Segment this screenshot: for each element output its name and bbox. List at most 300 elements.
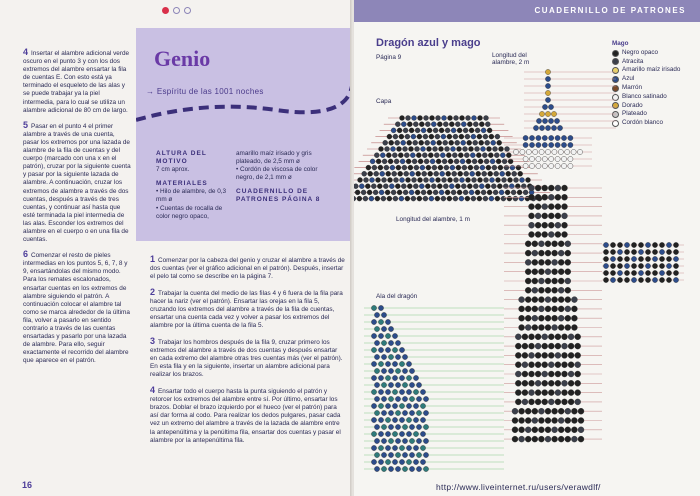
bead xyxy=(468,165,473,170)
bead xyxy=(496,178,501,183)
bead xyxy=(395,396,400,401)
bead xyxy=(577,149,582,154)
bead xyxy=(565,418,571,424)
bead xyxy=(539,149,544,154)
bead xyxy=(374,382,379,387)
bead xyxy=(467,184,472,189)
bead xyxy=(416,452,421,457)
bead xyxy=(399,347,404,352)
bead xyxy=(413,184,418,189)
bead xyxy=(381,396,386,401)
bead xyxy=(378,417,383,422)
bead xyxy=(371,431,376,436)
bead xyxy=(373,190,378,195)
bead xyxy=(357,196,362,201)
bead xyxy=(498,165,503,170)
bead xyxy=(475,190,480,195)
bead xyxy=(455,140,460,145)
bead xyxy=(484,116,489,121)
bead xyxy=(376,178,381,183)
bead xyxy=(469,190,474,195)
bead xyxy=(419,122,424,127)
bead xyxy=(405,134,410,139)
bead xyxy=(451,128,456,133)
bead xyxy=(402,382,407,387)
bead xyxy=(562,222,568,228)
bead xyxy=(421,128,426,133)
bead xyxy=(659,263,664,268)
bead xyxy=(512,418,518,424)
bead xyxy=(575,343,581,349)
step-3: 3 Trabajar los hombros después de la fila 9, cruzar primero los extremos del alambre a través de dos cuentas y después ensartar en cada extremo del alambre otras tres cuentas más (ver el patrón). En esta fila y en la siguiente, insertar un alambre adicional para realizar los brazos. xyxy=(150,335,343,379)
bead xyxy=(535,352,541,358)
bead xyxy=(568,371,574,377)
bead xyxy=(545,250,551,256)
bead xyxy=(555,156,560,161)
bead xyxy=(548,380,554,386)
bead xyxy=(410,171,415,176)
bead xyxy=(562,232,568,238)
bead xyxy=(545,278,551,284)
bead xyxy=(549,135,554,140)
bead xyxy=(448,178,453,183)
bead xyxy=(420,165,425,170)
bead xyxy=(631,270,636,275)
bead xyxy=(394,178,399,183)
bead xyxy=(466,159,471,164)
bead xyxy=(397,128,402,133)
bead xyxy=(422,153,427,158)
bead xyxy=(539,125,544,130)
bead xyxy=(673,242,678,247)
bead xyxy=(538,315,544,321)
bead xyxy=(446,171,451,176)
bead xyxy=(638,270,643,275)
bead xyxy=(565,325,571,331)
bead xyxy=(402,452,407,457)
bead xyxy=(533,125,538,130)
bead xyxy=(542,213,548,219)
bead xyxy=(549,163,554,168)
bead xyxy=(542,194,548,200)
bead xyxy=(374,410,379,415)
bead xyxy=(500,171,505,176)
bead xyxy=(413,459,418,464)
bead xyxy=(395,424,400,429)
bead xyxy=(520,178,525,183)
bead xyxy=(493,190,498,195)
bead xyxy=(419,140,424,145)
bead xyxy=(565,269,571,275)
bead xyxy=(416,171,421,176)
bead xyxy=(542,142,547,147)
bead xyxy=(403,128,408,133)
bead xyxy=(496,159,501,164)
bead xyxy=(494,171,499,176)
bead xyxy=(389,140,394,145)
bead xyxy=(617,277,622,282)
bead xyxy=(378,403,383,408)
bead xyxy=(535,232,541,238)
bead xyxy=(447,134,452,139)
bead xyxy=(538,259,544,265)
bead xyxy=(555,371,561,377)
bead xyxy=(532,250,538,256)
bead xyxy=(542,352,548,358)
bead xyxy=(659,277,664,282)
bead xyxy=(484,159,489,164)
bead xyxy=(402,368,407,373)
bead xyxy=(385,431,390,436)
bead xyxy=(532,259,538,265)
bead xyxy=(388,340,393,345)
bead xyxy=(437,140,442,145)
bead xyxy=(617,263,622,268)
bead xyxy=(460,159,465,164)
bead xyxy=(371,389,376,394)
bead xyxy=(575,352,581,358)
bead xyxy=(652,270,657,275)
bead xyxy=(424,159,429,164)
bead xyxy=(371,375,376,380)
bead xyxy=(399,459,404,464)
bead xyxy=(522,362,528,368)
bead xyxy=(525,278,531,284)
bead xyxy=(414,165,419,170)
bead xyxy=(542,135,547,140)
bead xyxy=(508,178,513,183)
bead xyxy=(457,128,462,133)
bead xyxy=(548,334,554,340)
bead xyxy=(565,306,571,312)
bead xyxy=(565,259,571,265)
bead xyxy=(532,418,538,424)
heart-icon xyxy=(162,7,169,14)
bead xyxy=(548,371,554,377)
bead xyxy=(645,256,650,261)
bead xyxy=(555,334,561,340)
bead xyxy=(388,466,393,471)
genio-steps xyxy=(150,255,345,451)
bead xyxy=(515,390,521,396)
bead xyxy=(478,116,483,121)
bead xyxy=(470,171,475,176)
bead xyxy=(526,149,531,154)
panel-title: Genio xyxy=(154,46,211,71)
bead xyxy=(533,149,538,154)
wing-label: Ala del dragón xyxy=(376,293,418,300)
bead xyxy=(562,362,568,368)
bead xyxy=(397,190,402,195)
bead xyxy=(548,204,554,210)
bead xyxy=(392,417,397,422)
bead xyxy=(467,122,472,127)
bead xyxy=(378,361,383,366)
bead xyxy=(555,163,560,168)
bead xyxy=(418,116,423,121)
bead xyxy=(374,424,379,429)
bead xyxy=(473,140,478,145)
bead xyxy=(523,142,528,147)
bead xyxy=(545,297,551,303)
bead xyxy=(529,135,534,140)
bead xyxy=(390,165,395,170)
bead xyxy=(555,390,561,396)
bead xyxy=(473,184,478,189)
bead xyxy=(545,315,551,321)
legend-label: Plateado xyxy=(622,110,647,118)
bead xyxy=(388,410,393,415)
bead xyxy=(545,97,550,102)
bead xyxy=(487,190,492,195)
bead xyxy=(358,178,363,183)
bead xyxy=(571,306,577,312)
bead xyxy=(416,382,421,387)
header-title: CUADERNILLO DE PATRONES xyxy=(534,6,686,15)
bead xyxy=(525,269,531,275)
bead xyxy=(519,408,525,414)
bead xyxy=(395,122,400,127)
bead xyxy=(433,190,438,195)
bead xyxy=(423,134,428,139)
bead xyxy=(379,190,384,195)
bead xyxy=(455,184,460,189)
bead xyxy=(529,362,535,368)
bead xyxy=(480,165,485,170)
bead xyxy=(666,249,671,254)
bead xyxy=(532,427,538,433)
bead xyxy=(557,125,562,130)
legend-label: Azul xyxy=(622,75,635,83)
bead xyxy=(416,153,421,158)
bead xyxy=(477,134,482,139)
bead xyxy=(391,147,396,152)
bead xyxy=(522,343,528,349)
bead xyxy=(562,213,568,219)
bead xyxy=(443,184,448,189)
bead xyxy=(631,277,636,282)
bead xyxy=(603,256,608,261)
bead xyxy=(499,147,504,152)
bead xyxy=(465,134,470,139)
bead xyxy=(548,185,554,191)
circle-icon xyxy=(173,7,180,14)
panel-subtitle: → Espíritu de las 1001 noches xyxy=(146,87,264,96)
bead xyxy=(428,171,433,176)
bead xyxy=(529,371,535,377)
bead xyxy=(395,354,400,359)
bead xyxy=(542,232,548,238)
bead xyxy=(416,410,421,415)
bead xyxy=(512,436,518,442)
bead xyxy=(666,256,671,261)
bead xyxy=(431,184,436,189)
bead xyxy=(402,424,407,429)
bead xyxy=(532,241,538,247)
bead xyxy=(571,325,577,331)
bead xyxy=(479,140,484,145)
bead xyxy=(500,153,505,158)
bead xyxy=(529,156,534,161)
bead xyxy=(490,159,495,164)
bead xyxy=(548,232,554,238)
bead xyxy=(617,242,622,247)
bead xyxy=(374,354,379,359)
wire-length-mid: Longitud del alambre, 1 m xyxy=(396,216,470,223)
bead xyxy=(385,417,390,422)
bead xyxy=(525,418,531,424)
bead xyxy=(479,122,484,127)
bead xyxy=(424,116,429,121)
bead xyxy=(535,390,541,396)
bead xyxy=(378,389,383,394)
bead xyxy=(397,147,402,152)
bead xyxy=(552,250,558,256)
bead xyxy=(506,153,511,158)
bead xyxy=(548,390,554,396)
bead xyxy=(406,178,411,183)
bead xyxy=(409,424,414,429)
bead xyxy=(394,159,399,164)
bead xyxy=(445,128,450,133)
bead xyxy=(545,69,550,74)
bead xyxy=(401,140,406,145)
bead xyxy=(420,417,425,422)
bead xyxy=(522,399,528,405)
bead xyxy=(488,171,493,176)
bead xyxy=(568,380,574,386)
bead xyxy=(542,399,548,405)
bead xyxy=(610,263,615,268)
bead xyxy=(374,153,379,158)
bead xyxy=(434,171,439,176)
bead xyxy=(392,347,397,352)
bead xyxy=(624,270,629,275)
bead xyxy=(539,111,544,116)
bead xyxy=(407,184,412,189)
bead xyxy=(395,140,400,145)
bead xyxy=(399,361,404,366)
bead xyxy=(416,466,421,471)
bead xyxy=(535,371,541,377)
bead xyxy=(638,277,643,282)
panel-col-right: amarillo maíz irisado y gris plateado, de 2,5 mm ø • Cordón de viscosa de color negro, de 2,1 mm ø CUADERNILLO DE PATRONES PÁGINA 8 xyxy=(236,150,321,204)
step-1: 1 Comenzar por la cabeza del genio y cruzar el alambre a través de dos cuentas (ver el gráfico adicional en el patrón). Después, insertar el pelo tal como se describe en la página 7. xyxy=(150,254,345,281)
step-2: 2 Trabajar la cuenta del medio de las filas 4 y 6 fuera de la fila para hacer la nariz (ver el patrón). Ensartar las orejas en la fila 5, cruzando los extremos del alambre a través de la fila de cuentas, ensartar una cuenta cada vez y volver a pasar los extremos del alambre por la última cuenta de la fila 5. xyxy=(150,286,343,330)
bead xyxy=(565,149,570,154)
bead xyxy=(359,184,364,189)
bead xyxy=(545,408,551,414)
bead xyxy=(548,213,554,219)
bead xyxy=(568,334,574,340)
bead xyxy=(374,452,379,457)
bead xyxy=(565,287,571,293)
bead xyxy=(666,242,671,247)
bead xyxy=(481,190,486,195)
bead xyxy=(365,184,370,189)
bead xyxy=(388,452,393,457)
bead xyxy=(472,116,477,121)
bead xyxy=(535,362,541,368)
bead xyxy=(515,352,521,358)
bead xyxy=(529,213,535,219)
bead xyxy=(367,190,372,195)
bead xyxy=(382,178,387,183)
bead xyxy=(505,147,510,152)
bead xyxy=(555,204,561,210)
bead xyxy=(475,147,480,152)
bead xyxy=(461,184,466,189)
bead xyxy=(525,315,531,321)
bead xyxy=(525,436,531,442)
bead xyxy=(526,178,531,183)
bead xyxy=(432,165,437,170)
bead xyxy=(552,408,558,414)
bead xyxy=(522,380,528,386)
bead xyxy=(388,382,393,387)
bead xyxy=(536,163,541,168)
bead xyxy=(391,190,396,195)
bead xyxy=(364,178,369,183)
bead xyxy=(392,375,397,380)
bead xyxy=(523,156,528,161)
bead xyxy=(571,315,577,321)
bead xyxy=(538,325,544,331)
bead xyxy=(645,249,650,254)
bead xyxy=(561,142,566,147)
bead xyxy=(484,178,489,183)
bead xyxy=(402,354,407,359)
bead xyxy=(378,319,383,324)
page-number: 16 xyxy=(22,480,33,490)
bead xyxy=(545,269,551,275)
bead xyxy=(472,178,477,183)
bead xyxy=(381,438,386,443)
bead xyxy=(407,122,412,127)
bead xyxy=(529,343,535,349)
bead xyxy=(355,190,360,195)
bead xyxy=(381,424,386,429)
bead xyxy=(469,147,474,152)
bead xyxy=(418,178,423,183)
bead xyxy=(545,287,551,293)
bead xyxy=(555,399,561,405)
bead xyxy=(423,466,428,471)
bead xyxy=(404,153,409,158)
bead xyxy=(535,213,541,219)
bead xyxy=(558,278,564,284)
bead xyxy=(538,297,544,303)
bead xyxy=(371,417,376,422)
bead xyxy=(374,438,379,443)
bead xyxy=(513,196,518,201)
bead xyxy=(454,116,459,121)
bead xyxy=(399,134,404,139)
bead xyxy=(449,122,454,127)
bead xyxy=(568,142,573,147)
bead xyxy=(652,249,657,254)
bead xyxy=(554,118,559,123)
bead xyxy=(371,333,376,338)
bead xyxy=(491,140,496,145)
bead xyxy=(535,334,541,340)
bead xyxy=(387,134,392,139)
bead xyxy=(447,196,452,201)
bead xyxy=(549,156,554,161)
bead xyxy=(558,287,564,293)
bead xyxy=(385,403,390,408)
bead xyxy=(631,256,636,261)
